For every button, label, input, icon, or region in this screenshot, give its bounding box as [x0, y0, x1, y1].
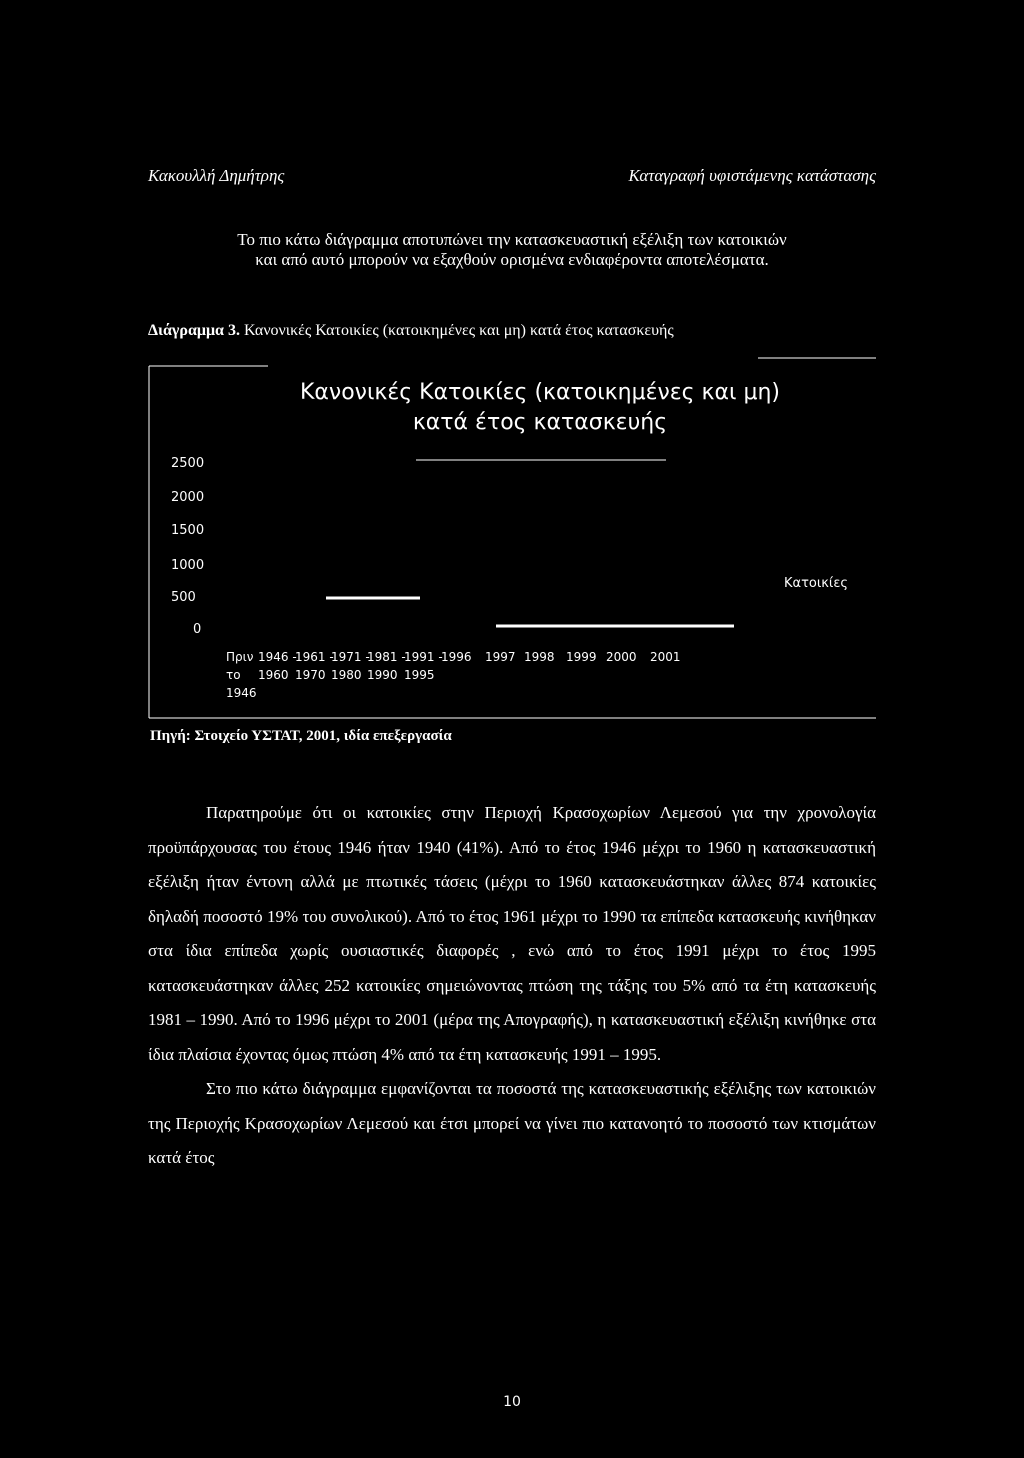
body-paragraph-1: Παρατηρούμε ότι οι κατοικίες στην Περιοχή Κρασοχωρίων Λεμεσού για την χρονολογία προϋπάρχουσας του έτους 1946 ήταν 1940 (41%). Από το έτος 1946 μέχρι το 1960 η κατασκευαστική εξέλιξη ήταν έντονη αλλά με πτωτικές τάσεις (μέχρι το 1960 κατασκευάστηκαν άλλες 874 κατοικίες δηλαδή ποσοστό 19% του συνολικού). Από το έτος 1961 μέχρι το 1990 τα επίπεδα κατασκευής κινήθηκαν στα ίδια επίπεδα χωρίς ουσιαστικές διαφορές , ενώ από το έτος 1991 μέχρι το έτος 1995 κατασκευάστηκαν άλλες 252 κατοικίες σημειώνοντας πτώση της τάξης του 5% από τα έτη κατασκευής 1981 – 1990. Από το 1996 μέχρι το 2001 (μέρα της Απογραφής), η κατασκευαστική εξέλιξη κινήθηκε στα ίδια πλαίσια έχοντας όμως πτώση 4% από τα έτη κατασκευής 1991 – 1995. — [148, 803, 876, 1064]
x-tick-line: 1971 - — [331, 650, 370, 664]
figure-caption-text: Κανονικές Κατοικίες (κατοικημένες και μη) κατά έτος κατασκευής — [243, 322, 674, 339]
x-tick-label — [295, 648, 334, 684]
figure-caption-label: Διάγραμμα 3. — [148, 322, 240, 339]
figure-caption — [148, 322, 674, 340]
x-tick-line: 1946 — [226, 686, 257, 700]
intro-line-2: και από αυτό μπορούν να εξαχθούν ορισμένα ενδιαφέροντα αποτελέσματα. — [255, 250, 769, 269]
body-text — [148, 796, 876, 1176]
chart-series — [326, 598, 734, 626]
x-tick-label — [485, 648, 516, 666]
chart-source: Πηγή: Στοιχείο ΥΣΤΑΤ, 2001, ιδία επεξεργασία — [150, 728, 452, 744]
y-tick-label: 2000 — [171, 490, 205, 505]
x-tick-line: 1961 - — [295, 650, 334, 664]
x-tick-line: 1981 - — [367, 650, 406, 664]
chart-title-line-1: Κανονικές Κατοικίες (κατοικημένες και μη) — [300, 380, 780, 405]
x-tick-line: 1960 — [258, 668, 289, 682]
x-tick-line: 2000 — [606, 650, 637, 664]
y-tick-label: 1000 — [171, 558, 205, 573]
x-tick-line: 1991 - — [404, 650, 443, 664]
x-tick-label — [404, 648, 443, 684]
x-tick-line: 1980 — [331, 668, 362, 682]
chart-legend: Κατοικίες — [784, 576, 848, 591]
x-tick-label — [331, 648, 370, 684]
x-tick-line: 1996 — [441, 650, 472, 664]
x-tick-line: 2001 — [650, 650, 681, 664]
y-tick-label: 0 — [193, 622, 202, 637]
x-tick-line: 1990 — [367, 668, 398, 682]
body-paragraph-2: Στο πιο κάτω διάγραμμα εμφανίζονται τα ποσοστά της κατασκευαστικής εξέλιξης των κατοικιών της Περιοχής Κρασοχωρίων Λεμεσού και έτσι μπορεί να γίνει πιο κατανοητό το ποσοστό των κτισμάτων κατά έτος — [148, 1079, 876, 1167]
x-tick-line: 1999 — [566, 650, 597, 664]
chart-title — [230, 378, 850, 438]
chart-title-line-2: κατά έτος κατασκευής — [412, 410, 668, 435]
x-tick-line: Πριν — [226, 650, 254, 664]
x-tick-label — [441, 648, 472, 666]
x-tick-label — [524, 648, 555, 666]
y-tick-label: 2500 — [171, 456, 205, 471]
x-tick-label — [606, 648, 637, 666]
x-tick-line: 1946 - — [258, 650, 297, 664]
x-tick-line: 1970 — [295, 668, 326, 682]
intro-line-1: Το πιο κάτω διάγραμμα αποτυπώνει την κατασκευαστική εξέλιξη των κατοικιών — [237, 230, 787, 249]
x-tick-label — [258, 648, 297, 684]
header-section: Καταγραφή υφιστάμενης κατάστασης — [628, 166, 876, 185]
x-tick-line: 1998 — [524, 650, 555, 664]
y-tick-label: 1500 — [171, 523, 205, 538]
y-tick-label: 500 — [171, 590, 196, 605]
x-tick-line: το — [226, 668, 241, 682]
intro-text — [148, 230, 876, 270]
x-tick-label — [367, 648, 406, 684]
x-tick-line: 1995 — [404, 668, 435, 682]
x-tick-label — [650, 648, 681, 666]
page-number: 10 — [503, 1394, 521, 1410]
x-tick-label — [226, 648, 257, 702]
header-author: Κακουλλή Δημήτρης — [148, 166, 285, 185]
x-tick-label — [566, 648, 597, 666]
x-tick-line: 1997 — [485, 650, 516, 664]
